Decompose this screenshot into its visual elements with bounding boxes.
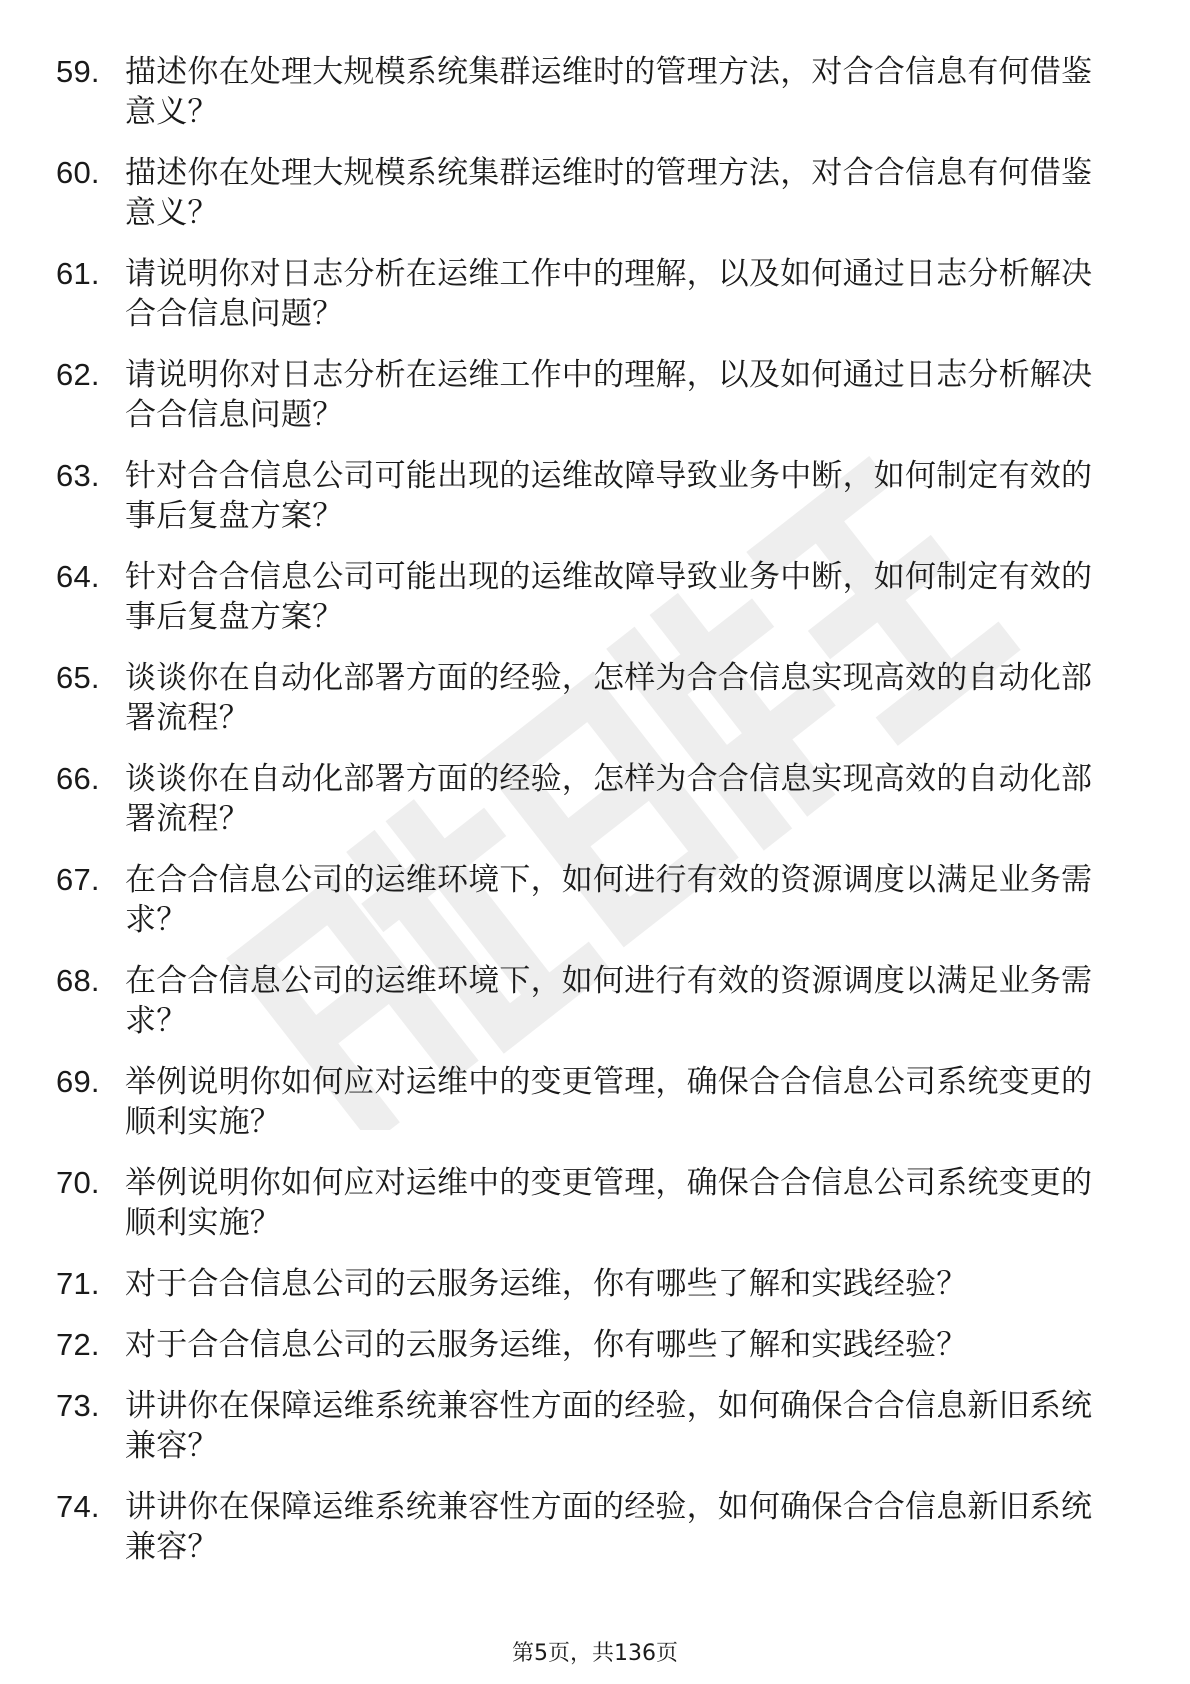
question-number: 69. [56, 1064, 100, 1099]
question-number: 65. [56, 660, 100, 695]
question-number: 61. [56, 256, 100, 291]
question-text: 在合合信息公司的运维环境下，如何进行有效的资源调度以满足业务需求？ [125, 963, 1093, 1039]
question-number: 67. [56, 862, 100, 897]
question-number: 59. [56, 54, 100, 89]
question-item [0, 1386, 1190, 1466]
question-item [0, 355, 1190, 435]
question-item [0, 153, 1190, 233]
question-number: 63. [56, 458, 100, 493]
question-text: 谈谈你在自动化部署方面的经验，怎样为合合信息实现高效的自动化部署流程？ [125, 761, 1093, 837]
question-item [0, 52, 1190, 132]
question-text: 谈谈你在自动化部署方面的经验，怎样为合合信息实现高效的自动化部署流程？ [125, 660, 1093, 736]
question-item [0, 1487, 1190, 1567]
question-number: 66. [56, 761, 100, 796]
question-item [0, 961, 1190, 1041]
question-item [0, 1062, 1190, 1142]
page-footer: 第5页，共136页 [512, 1641, 678, 1666]
question-item [0, 1264, 1190, 1304]
question-text: 描述你在处理大规模系统集群运维时的管理方法，对合合信息有何借鉴意义？ [125, 54, 1093, 130]
question-item [0, 456, 1190, 536]
question-text: 描述你在处理大规模系统集群运维时的管理方法，对合合信息有何借鉴意义？ [125, 155, 1093, 231]
question-number: 71. [56, 1266, 100, 1301]
question-item [0, 860, 1190, 940]
question-text: 对于合合信息公司的云服务运维，你有哪些了解和实践经验？ [125, 1327, 968, 1363]
question-number: 60. [56, 155, 100, 190]
question-text: 讲讲你在保障运维系统兼容性方面的经验，如何确保合合信息新旧系统兼容？ [125, 1388, 1093, 1464]
question-item [0, 759, 1190, 839]
question-item [0, 1163, 1190, 1243]
question-number: 70. [56, 1165, 100, 1200]
question-text: 针对合合信息公司可能出现的运维故障导致业务中断，如何制定有效的事后复盘方案？ [125, 559, 1093, 635]
question-item [0, 658, 1190, 738]
question-item [0, 254, 1190, 334]
question-number: 73. [56, 1388, 100, 1423]
question-number: 68. [56, 963, 100, 998]
question-text: 举例说明你如何应对运维中的变更管理，确保合合信息公司系统变更的顺利实施？ [125, 1165, 1093, 1241]
question-item [0, 1325, 1190, 1365]
question-text: 举例说明你如何应对运维中的变更管理，确保合合信息公司系统变更的顺利实施？ [125, 1064, 1093, 1140]
question-number: 64. [56, 559, 100, 594]
question-number: 72. [56, 1327, 100, 1362]
question-text: 请说明你对日志分析在运维工作中的理解，以及如何通过日志分析解决合合信息问题？ [125, 256, 1093, 332]
question-text: 对于合合信息公司的云服务运维，你有哪些了解和实践经验？ [125, 1266, 968, 1302]
question-number: 62. [56, 357, 100, 392]
question-item [0, 557, 1190, 637]
question-text: 讲讲你在保障运维系统兼容性方面的经验，如何确保合合信息新旧系统兼容？ [125, 1489, 1093, 1565]
question-text: 请说明你对日志分析在运维工作中的理解，以及如何通过日志分析解决合合信息问题？ [125, 357, 1093, 433]
question-text: 在合合信息公司的运维环境下，如何进行有效的资源调度以满足业务需求？ [125, 862, 1093, 938]
question-number: 74. [56, 1489, 100, 1524]
question-text: 针对合合信息公司可能出现的运维故障导致业务中断，如何制定有效的事后复盘方案？ [125, 458, 1093, 534]
question-list [0, 52, 1190, 1588]
